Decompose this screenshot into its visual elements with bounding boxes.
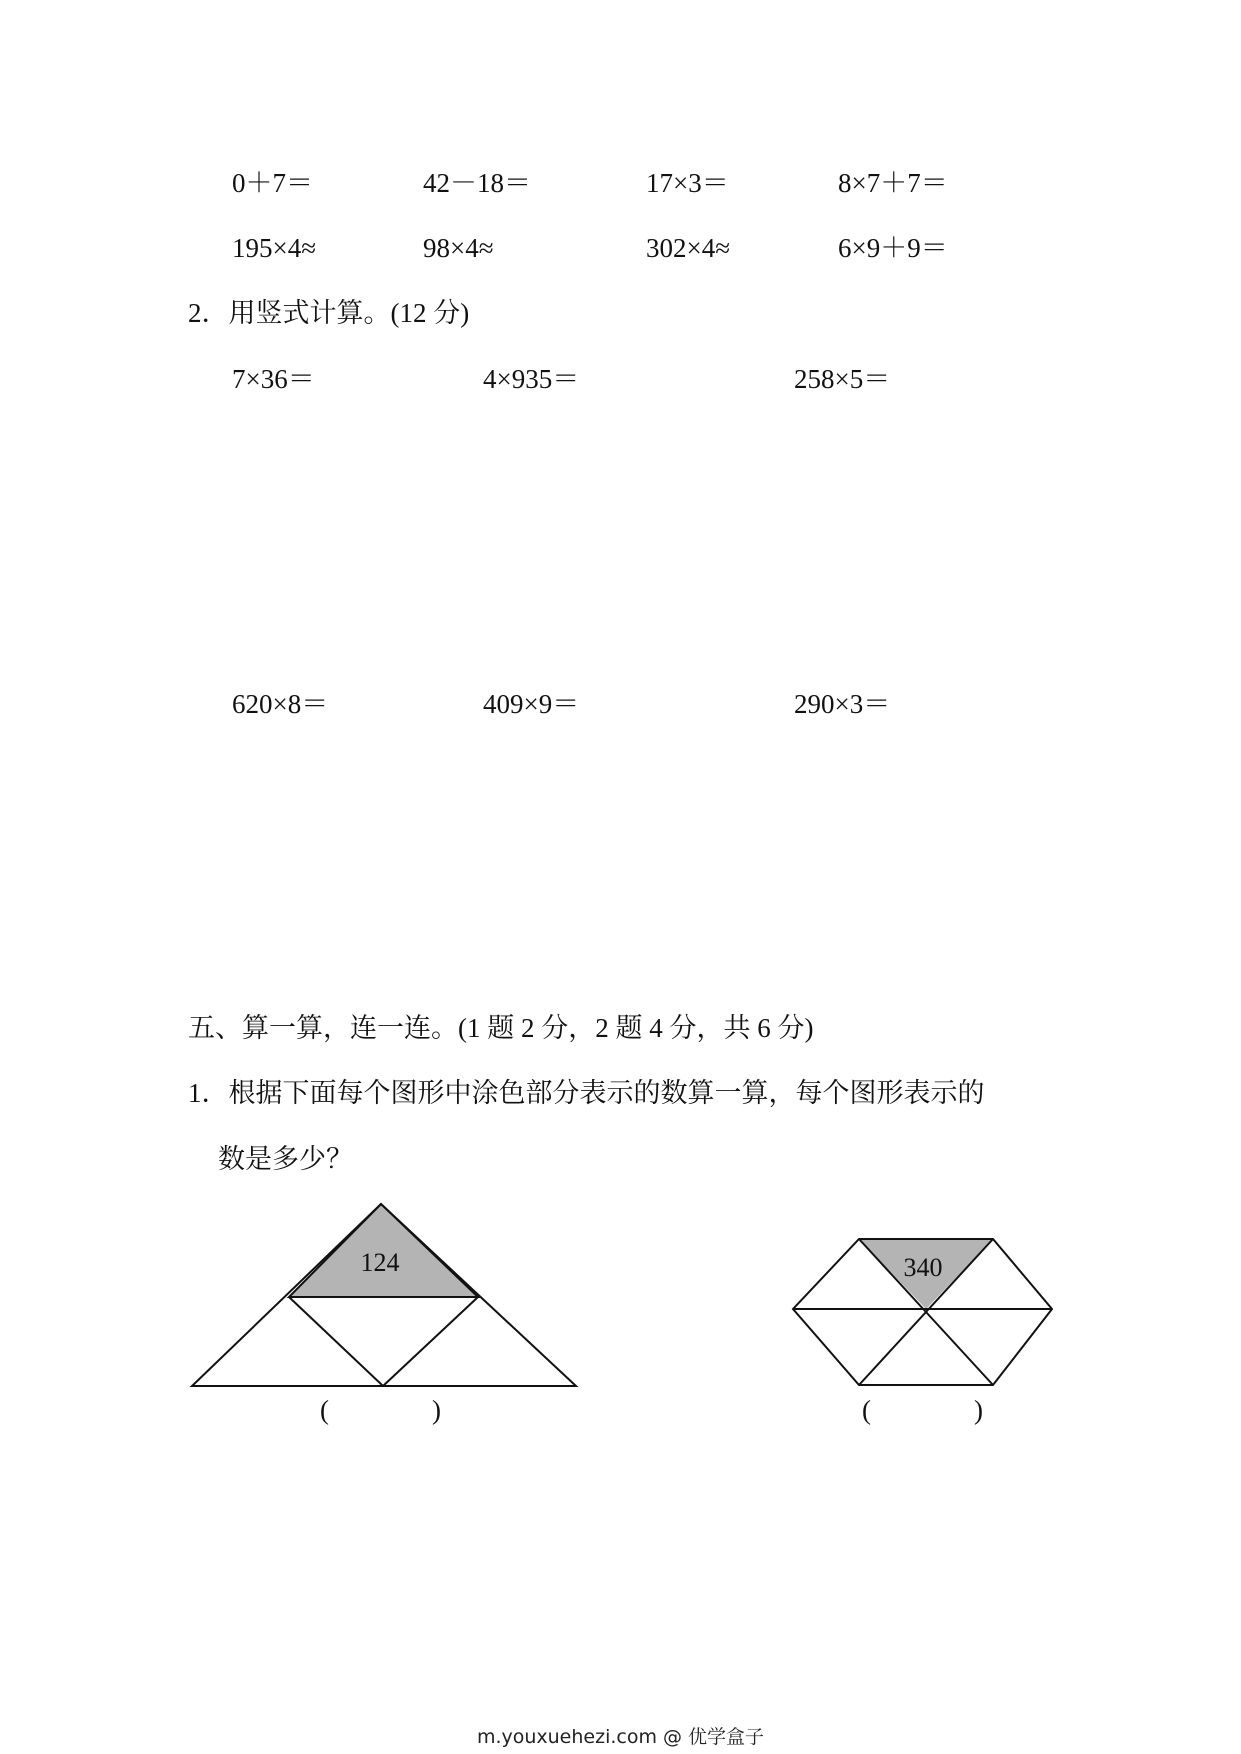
vertical-calc-item: 620×8＝ (232, 689, 329, 719)
triangle-figure (186, 1196, 581, 1390)
calc-item: 42－18＝ (423, 168, 531, 198)
hexagon-figure (788, 1234, 1053, 1392)
calc-item: 195×4≈ (232, 233, 317, 263)
vertical-calc-item: 258×5＝ (794, 364, 891, 394)
answer-paren-open: ( (862, 1395, 871, 1425)
calc-item: 98×4≈ (423, 233, 494, 263)
question-title: 2．用竖式计算。(12 分) (188, 298, 470, 328)
vertical-calc-item: 290×3＝ (794, 689, 891, 719)
vertical-calc-item: 4×935＝ (483, 364, 580, 394)
section-title: 五、算一算，连一连。(1 题 2 分，2 题 4 分，共 6 分) (188, 1013, 814, 1043)
question-text: 数是多少？ (218, 1144, 353, 1174)
vertical-calc-item: 7×36＝ (232, 364, 315, 394)
answer-paren-close: ) (974, 1395, 983, 1425)
calc-item: 8×7＋7＝ (838, 168, 948, 198)
answer-paren-close: ) (432, 1395, 441, 1425)
calc-item: 17×3＝ (646, 168, 729, 198)
question-text: 1．根据下面每个图形中涂色部分表示的数算一算，每个图形表示的 (188, 1078, 985, 1108)
calc-item: 302×4≈ (646, 233, 731, 263)
vertical-calc-item: 409×9＝ (483, 689, 580, 719)
footer-watermark: m.youxuehezi.com @ 优学盒子 (476, 1726, 765, 1748)
calc-item: 0＋7＝ (232, 168, 313, 198)
answer-paren-open: ( (320, 1395, 329, 1425)
calc-item: 6×9＋9＝ (838, 233, 948, 263)
shaded-value-label: 340 (903, 1253, 943, 1282)
shaded-value-label: 124 (360, 1248, 400, 1277)
